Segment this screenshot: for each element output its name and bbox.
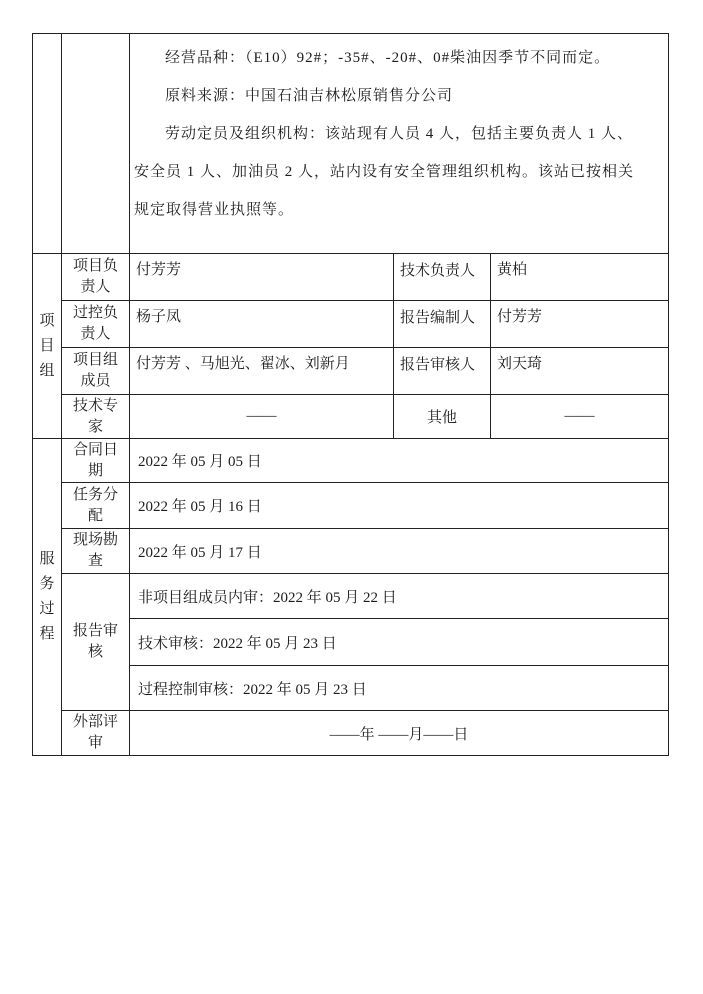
value-report-reviewer: 刘天琦	[491, 348, 669, 395]
value-project-members: 付芳芳 、马旭光、翟冰、刘新月	[130, 348, 394, 395]
label-process-control-leader: 过控负责人	[62, 301, 130, 348]
row-process-control-leader	[33, 301, 669, 348]
row-station-description	[33, 34, 669, 254]
value-site-survey: 2022 年 05 月 17 日	[130, 529, 669, 574]
value-task-assignment: 2022 年 05 月 16 日	[130, 483, 669, 529]
value-technical-leader: 黄柏	[491, 254, 669, 301]
station-description	[134, 39, 646, 229]
section-label-project-group	[33, 254, 62, 439]
value-technical-review: 技术审核：2022 年 05 月 23 日	[130, 619, 669, 666]
label-external-review: 外部评审	[62, 711, 130, 756]
report-info-table	[32, 33, 669, 756]
label-other: 其他	[394, 395, 491, 439]
value-process-control-review: 过程控制审核：2022 年 05 月 23 日	[130, 666, 669, 711]
value-process-control-leader: 杨子凤	[130, 301, 394, 348]
service-process-vertical-label: 服务过程	[39, 551, 55, 642]
project-group-vertical-label: 项目组	[39, 312, 55, 379]
row-task-assignment	[33, 483, 669, 529]
label-report-compiler: 报告编制人	[394, 301, 491, 348]
label-project-members: 项目组成员	[62, 348, 130, 395]
row-project-leader	[33, 254, 669, 301]
value-external-review: ——年 ——月——日	[130, 711, 669, 756]
row-external-review	[33, 711, 669, 756]
label-technical-leader: 技术负责人	[394, 254, 491, 301]
paragraph-material-source: 原料来源：中国石油吉林松原销售分公司	[165, 88, 454, 104]
row-internal-review	[33, 574, 669, 619]
label-project-leader: 项目负责人	[62, 254, 130, 301]
row-contract-date	[33, 439, 669, 483]
row-technical-expert	[33, 395, 669, 439]
label-report-reviewer: 报告审核人	[394, 348, 491, 395]
value-other: ——	[491, 395, 669, 439]
value-contract-date: 2022 年 05 月 05 日	[130, 439, 669, 483]
row-project-members	[33, 348, 669, 395]
label-contract-date: 合同日期	[62, 439, 130, 483]
label-technical-expert: 技术专家	[62, 395, 130, 439]
empty-label-cell	[62, 34, 130, 254]
value-report-compiler: 付芳芳	[491, 301, 669, 348]
label-site-survey: 现场勘查	[62, 529, 130, 574]
station-description-cell	[130, 34, 669, 254]
row-site-survey	[33, 529, 669, 574]
paragraph-products: 经营品种：（E10）92#；-35#、-20#、0#柴油因季节不同而定。	[165, 50, 611, 66]
section-label-service-process	[33, 439, 62, 756]
value-project-leader: 付芳芳	[130, 254, 394, 301]
paragraph-staffing: 劳动定员及组织机构：该站现有人员 4 人，包括主要负责人 1 人、安全员 1 人、加油员 2 人，站内设有安全管理组织机构。该站已按相关规定取得营业执照等。	[134, 126, 635, 218]
label-task-assignment: 任务分配	[62, 483, 130, 529]
empty-section-cell	[33, 34, 62, 254]
label-report-review: 报告审核	[62, 574, 130, 711]
value-technical-expert: ——	[130, 395, 394, 439]
value-internal-review: 非项目组成员内审：2022 年 05 月 22 日	[130, 574, 669, 619]
